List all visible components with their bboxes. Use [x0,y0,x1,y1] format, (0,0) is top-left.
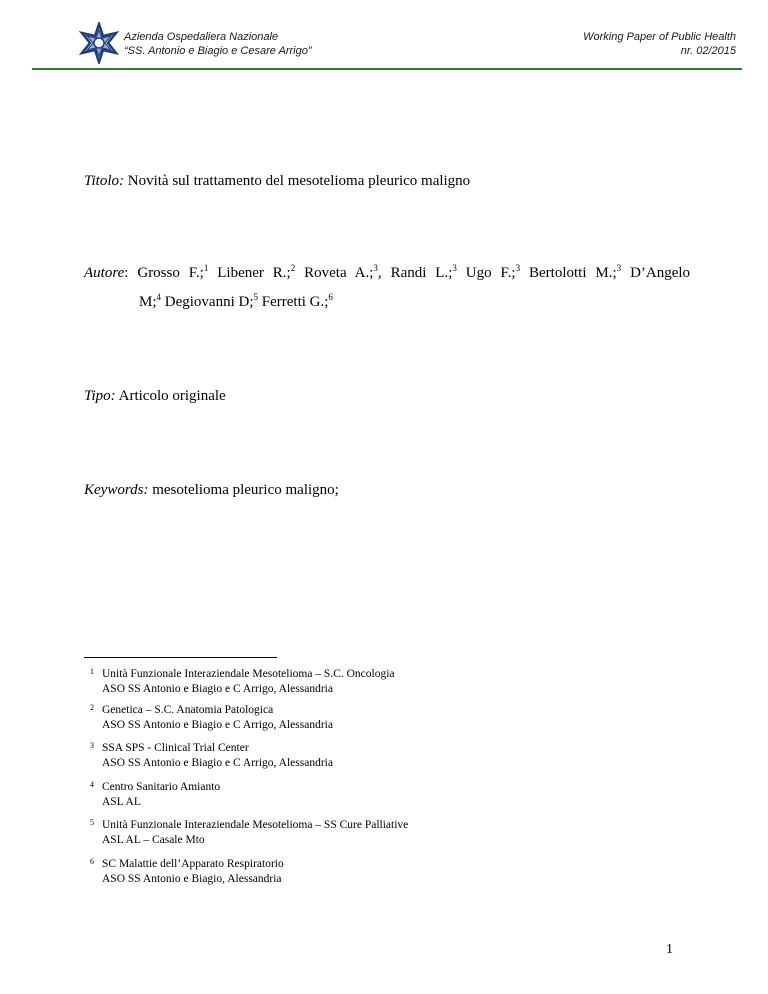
title-line [84,171,470,191]
header-organization [124,30,312,58]
series-title: Working Paper of Public Health [583,31,736,43]
authors-line-1: Autore: Grosso F.;$^1$ Libener R.;$^2$ Roveta A.;$^3$, Randi L.;$^3$ Ugo F.;$^3$ Bertolotti M.;$^3$ D’Angelo [84,263,691,281]
keywords-line [84,480,339,500]
keywords-value: mesotelioma pleurico maligno; [152,482,339,498]
author: Bertolotti M.;$^3$ [529,263,622,281]
author: Ferretti G.;$^6$ [261,292,333,310]
title-value: Novità sul trattamento del mesotelioma pleurico maligno [127,173,471,189]
type-line [84,386,226,406]
author: Libener R.;$^2$ [217,263,296,281]
header-divider [32,68,742,70]
author: Degiovanni D;$^5$ [164,292,258,310]
authors-label: Autore [84,265,125,281]
org-hospital: “SS. Antonio e Biagio e Cesare Arrigo” [124,45,312,57]
author: Grosso F.;$^1$ [137,263,209,281]
keywords-label: Keywords: [84,482,149,498]
author-split: D’Angelo [630,265,691,281]
title-label: Titolo: [84,173,125,189]
type-value: Articolo originale [118,388,226,404]
author: Roveta A.;$^3$ [304,263,378,281]
org-name: Azienda Ospedaliera Nazionale [124,31,279,43]
author-split-rest: M; [139,294,157,310]
series-number: nr. 02/2015 [680,45,736,57]
authors-line-2: M;$^4$ Degiovanni D;$^5$ Ferretti G.;$^6$ [139,292,333,310]
author: , Randi L.;$^3$ [377,263,457,281]
hospital-logo-icon [78,22,120,64]
type-label: Tipo: [84,388,116,404]
footnote-separator [84,657,277,658]
page-number: 1 [666,942,673,957]
author: Ugo F.;$^3$ [465,263,521,281]
header-series [583,30,736,58]
